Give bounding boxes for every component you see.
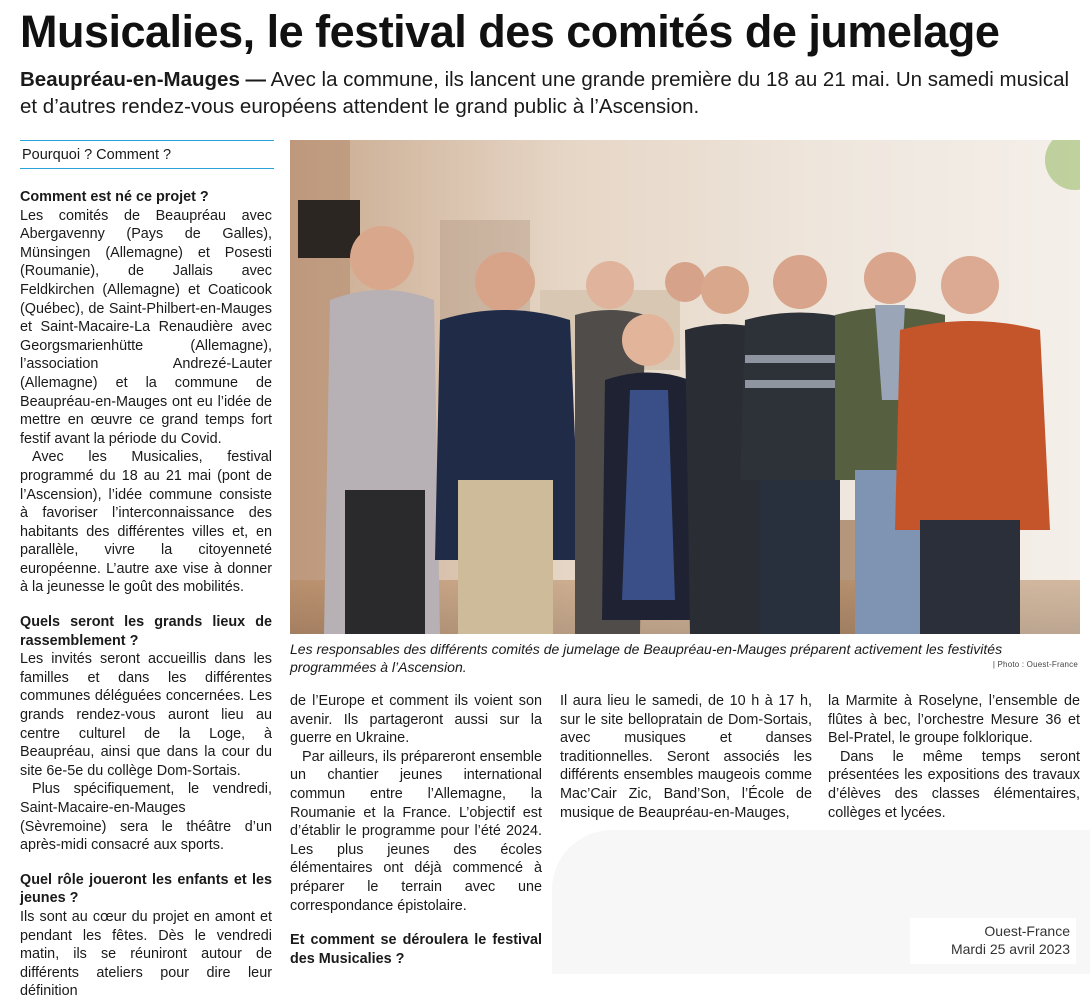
column-3 bbox=[560, 692, 812, 822]
photo-credit: | Photo : Ouest-France bbox=[992, 660, 1078, 669]
qa-section-header: Pourquoi ? Comment ? bbox=[20, 140, 274, 169]
newspaper-name: Ouest-France bbox=[984, 923, 1070, 939]
question-heading: Et comment se déroulera le festival des Musicalies ? bbox=[290, 932, 542, 967]
paragraph: Ils sont au cœur du projet en amont et pendant les fêtes. Dès le vendredi matin, ils se réuniront autour de différents ateliers pour dire leur définition bbox=[20, 908, 272, 1000]
paragraph: Il aura lieu le samedi, de 10 h à 17 h, sur le site bellopratain de Dom-Sortais, avec musiques et danses traditionnelles. Seront associés les différents ensembles maugeois comme Mac’Cair Zic, Band’Son, l’École de musique de Beaupréau-en-Mauges, bbox=[560, 693, 812, 821]
photo-illustration bbox=[290, 140, 1080, 634]
paragraph: de l’Europe et comment ils voient son avenir. Ils partageront aussi sur la guerre en Ukraine. bbox=[290, 693, 542, 747]
paragraph: la Marmite à Roselyne, l’ensemble de flûtes à bec, l’orchestre Mesure 36 et Bel-Pratel, le groupe folklorique. bbox=[828, 693, 1080, 747]
paragraph: Les invités seront accueillis dans les familles et dans les différentes communes déléguées concernées. Les grands rendez-vous auront lieu au centre culturel de la Loge, à Beaupréau, ainsi que dans la cour du site 6e-5e du collège Dom-Sortais. bbox=[20, 651, 272, 779]
paragraph: Avec les Musicalies, festival programmé du 18 au 21 mai (pont de l’Ascension), l’idée commune consiste à favoriser l’interconnaissance des habitants des différentes villes et, en parallèle, vivre la citoyenneté européenne. L’autre axe vise à donner à la jeunesse le goût des mobilités. bbox=[20, 449, 272, 596]
newspaper-source bbox=[910, 918, 1076, 964]
group-photo bbox=[290, 140, 1080, 634]
lead-text: Avec la commune, ils lancent une grande première du 18 au 21 mai. Un samedi musical et d’autres rendez-vous européens attendent le grand public à l’Ascension. bbox=[20, 68, 1070, 118]
article-headline: Musicalies, le festival des comités de jumelage bbox=[20, 6, 1000, 57]
question-heading: Quels seront les grands lieux de rassemblement ? bbox=[20, 614, 272, 649]
lead-place: Beaupréau-en-Mauges — bbox=[20, 68, 267, 91]
paragraph: Plus spécifiquement, le vendredi, Saint-Macaire-en-Mauges (Sèvremoine) sera le théâtre d’un après-midi consacré aux sports. bbox=[20, 781, 272, 854]
column-2 bbox=[290, 692, 542, 968]
article-lead bbox=[20, 66, 1080, 120]
paragraph: Dans le même temps seront présentées les expositions des travaux d’élèves des classes élémentaires, collèges et lycées. bbox=[828, 748, 1080, 821]
paragraph: Par ailleurs, ils prépareront ensemble un chantier jeunes international commun entre l’Allemagne, la Roumanie et la France. L’objectif est d’établir le programme pour l’été 2024. Les plus jeunes des écoles élémentaires ont déjà commencé à préparer le terrain avec une correspondance épistolaire. bbox=[290, 748, 542, 914]
photo-caption: Les responsables des différents comités de jumelage de Beaupréau-en-Mauges préparent activement les festivités programmées à l’Ascension. bbox=[290, 641, 1003, 675]
column-1 bbox=[20, 188, 272, 1001]
question-heading: Quel rôle joueront les enfants et les jeunes ? bbox=[20, 871, 272, 907]
publication-date: Mardi 25 avril 2023 bbox=[950, 941, 1070, 957]
column-4 bbox=[828, 692, 1080, 822]
paragraph: Les comités de Beaupréau avec Abergavenny (Pays de Galles), Münsingen (Allemagne) et Posesti (Roumanie), de Jallais avec Feldkirchen (Allemagne) et Coaticook (Québec), de Saint-Philbert-en-Mauges et Saint-Macaire-La Renaudière avec Georgsmarienhütte (Allemagne), l’association Andrezé-Lauter (Allemagne) et la commune de Beaupréau-en-Mauges ont eu l’idée de mettre en œuvre ce grand temps fort festif avant la période du Covid. bbox=[20, 207, 272, 447]
question-heading: Comment est né ce projet ? bbox=[20, 189, 209, 205]
